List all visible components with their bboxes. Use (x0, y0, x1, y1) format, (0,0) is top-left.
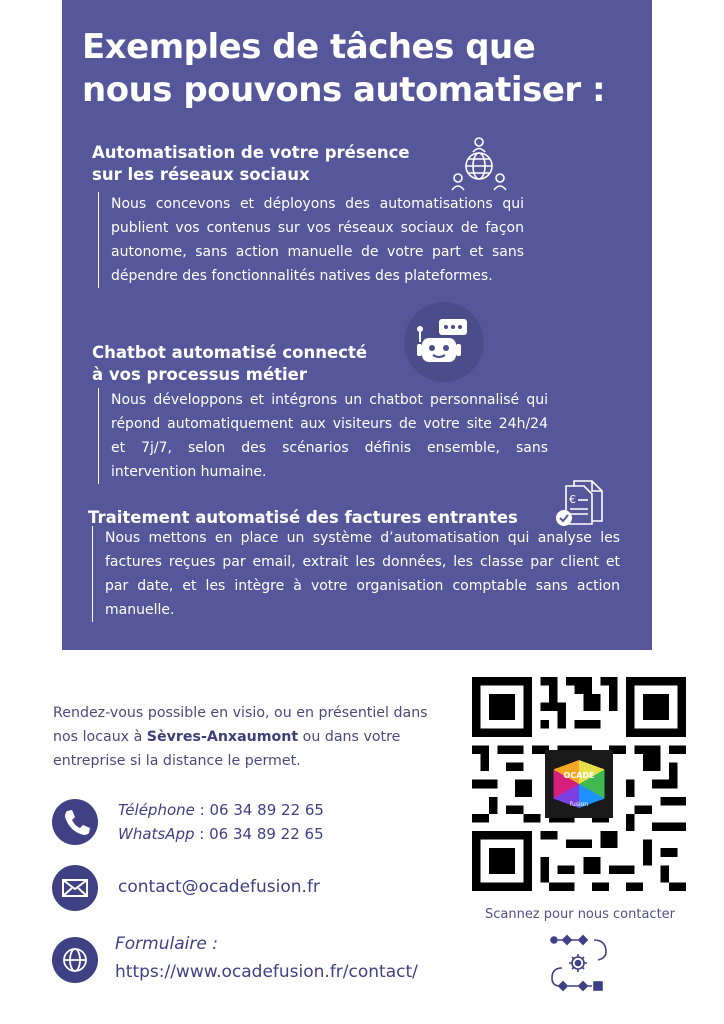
section-chatbot-title-line1: Chatbot automatisé connecté (92, 343, 368, 362)
phone-number: : 06 34 89 22 65 (194, 801, 324, 819)
qr-logo-text: OCADE (563, 771, 595, 780)
section-invoice-body: Nous mettons en place un système d’automatisation qui analyse les factures reçues par email, extrait les données, les classe par client et par date, et les intègre à votre organisation comptable sans action manuelle. (92, 526, 620, 622)
chatbot-icon (402, 302, 486, 386)
section-social-title-line1: Automatisation de votre présence (92, 143, 410, 162)
appointment-info (53, 701, 433, 773)
workflow-icon (548, 932, 612, 994)
section-chatbot-title-line2: à vos processus métier (92, 365, 307, 384)
qr-logo-sub: fusion (569, 801, 589, 808)
form-label-text: Formulaire : (115, 934, 218, 954)
svg-text:€: € (569, 493, 576, 506)
qr-caption: Scannez pour nous contacter (484, 907, 676, 922)
section-social-title-line2: sur les réseaux sociaux (92, 165, 310, 184)
section-invoice-title: Traitement automatisé des factures entrantes (88, 508, 518, 527)
appointment-place: Sèvres-Anxaumont (146, 729, 299, 745)
phone-line[interactable] (118, 798, 324, 822)
whatsapp-label: WhatsApp (118, 825, 195, 843)
form-label (115, 930, 218, 958)
appointment-text-2: ou dans votre entreprise si la distance le permet. (53, 729, 401, 769)
title-line-2: nous pouvons automatiser : (82, 70, 606, 110)
social-network-icon (448, 134, 510, 196)
invoice-icon (552, 478, 608, 530)
globe-icon (52, 937, 98, 983)
qr-code[interactable] (472, 677, 686, 891)
section-chatbot-title (92, 342, 412, 386)
section-social-body: Nous concevons et déployons des automatisations qui publient vos contenus sur vos réseaux sociaux de façon autonome, sans action manuelle de votre part et sans dépendre des fonctionnalités natives des plateformes. (98, 192, 524, 288)
section-social-title (92, 142, 452, 186)
page-title (82, 26, 662, 112)
section-chatbot-body: Nous développons et intégrons un chatbot personnalisé qui répond automatiquement aux visiteurs de votre site 24h/24 et 7j/7, selon des scénarios définis ensemble, sans intervention humaine. (98, 388, 548, 484)
whatsapp-number: : 06 34 89 22 65 (194, 825, 324, 843)
appointment-text-1: Rendez-vous possible en visio, ou en présentiel dans nos locaux à (53, 705, 428, 745)
phone-label: Téléphone (118, 801, 195, 819)
mail-icon (52, 865, 98, 911)
email-link[interactable]: contact@ocadefusion.fr (118, 877, 320, 897)
phone-icon (52, 799, 98, 845)
whatsapp-line[interactable] (118, 822, 324, 846)
form-url-link[interactable]: https://www.ocadefusion.fr/contact/ (115, 962, 418, 982)
title-line-1: Exemples de tâches que (82, 27, 536, 67)
